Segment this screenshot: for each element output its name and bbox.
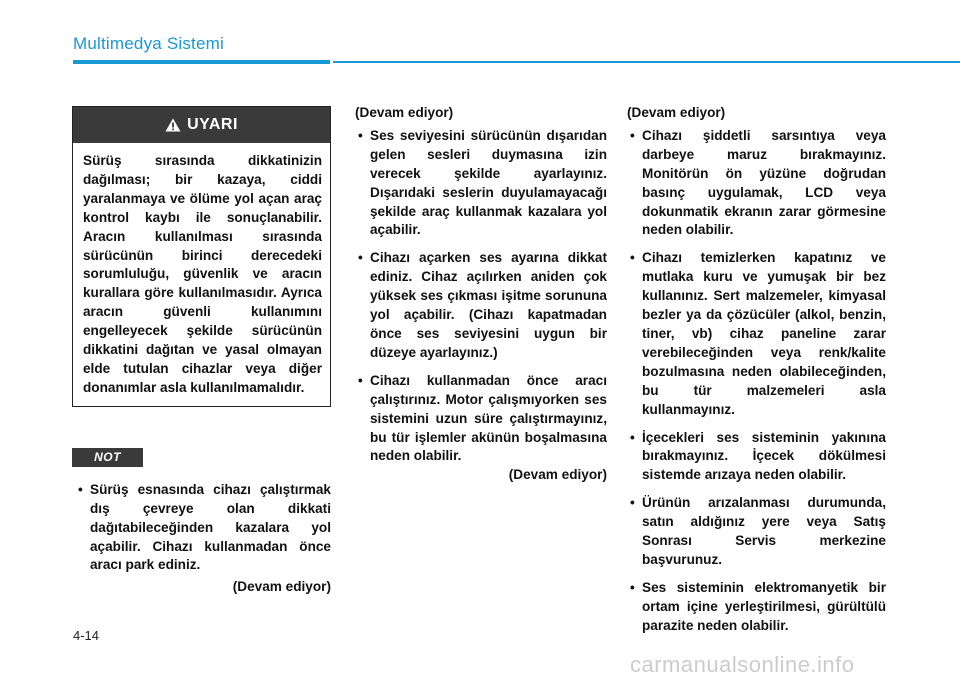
right-bullet-list [627, 127, 886, 636]
list-item: • Ses seviyesini sürücünün dışarıdan gelen sesleri duymasına izin verecek şekilde ayarlayınız. Dışarıdaki seslerin duyulamayacağı şekilde araç kullanmak kazalara yol açabilir. [355, 127, 607, 240]
middle-bullet-list [355, 127, 607, 466]
list-item: • İçecekleri ses sisteminin yakınına bırakmayınız. İçecek dökülmesi sistemde arızaya neden olabilir. [627, 429, 886, 486]
list-item: • Ürünün arızalanması durumunda, satın aldığınız yere veya Satış Sonrası Servis merkezine başvurunuz. [627, 494, 886, 570]
warning-triangle-icon [165, 118, 181, 132]
note-badge: NOT [72, 448, 143, 467]
warning-title: UYARI [187, 115, 238, 133]
continued-label: (Devam ediyor) [232, 579, 331, 595]
list-item: • Ses sisteminin elektromanyetik bir ortam içine yerleştirilmesi, gürültülü parazite neden olabilir. [627, 579, 886, 636]
list-item: • Sürüş esnasında cihazı çalıştırmak dış çevreye olan dikkati dağıtabileceğinden kazalara yol açabilir. Cihazı kullanmadan önce aracı park ediniz. [75, 481, 331, 576]
middle-column [355, 104, 607, 485]
continued-label: (Devam ediyor) [627, 105, 726, 120]
list-item: • Cihazı şiddetli sarsıntıya veya darbeye maruz bırakmayınız. Monitörün ön yüzüne doğrudan basınç uygulamak, LCD veya dokunmatik ekranın zarar görmesine neden olabilir. [627, 127, 886, 240]
right-column [627, 104, 886, 645]
continued-label: (Devam ediyor) [355, 105, 454, 120]
section-title: Multimedya Sistemi [73, 34, 224, 53]
warning-box [72, 106, 331, 407]
list-item: • Cihazı temizlerken kapatınız ve mutlaka kuru ve yumuşak bir bez kullanınız. Sert malzemeler, kimyasal bezler ya da çözücüler (alkol, benzin, tiner, vb) cihaz paneline zarar verebileceğinden veya renk/kalite bozulmasına neden olabileceğinden, bu tür malzemeleri asla kullanmayınız. [627, 249, 886, 419]
warning-header [73, 107, 330, 143]
warning-text: Sürüş sırasında dikkatinizin dağılması; bir kazaya, ciddi yaralanmaya ve ölüme yol açan araç kontrol kaybı ile sonuçlanabilir. Aracın kullanılması sırasında sürücünün birinci derecedeki sorumluluğu, güvenlik ve aracın kurallara göre kullanılmasıdır. Ayrıca aracın güvenli kullanımını engelleyecek şekilde sürücünün dikkatini dağıtan ve yasal olmayan elde tutulan cihazlar veya diğer donanımlar asla kullanılmamalıdır. [83, 153, 322, 395]
header-rule [333, 61, 960, 63]
left-bullet-list [75, 481, 331, 576]
header-rule-accent [73, 60, 330, 64]
continued-label: (Devam ediyor) [508, 467, 607, 483]
page-number: 4-14 [73, 628, 100, 643]
list-item: • Cihazı açarken ses ayarına dikkat ediniz. Cihaz açılırken aniden çok yüksek ses çıkması işitme sorununa yol açabilir. (Cihazı kapatmadan önce ses seviyesini uygun bir düzeye ayarlayınız.) [355, 249, 607, 362]
left-column [72, 106, 331, 597]
list-item: • Cihazı kullanmadan önce aracı çalıştırınız. Motor çalışmıyorken ses sistemini uzun süre çalıştırmayınız, bu tür işlemler akünün boşalmasına neden olabilir. [355, 372, 607, 467]
watermark[interactable]: carmanualsonline.info [630, 652, 855, 677]
